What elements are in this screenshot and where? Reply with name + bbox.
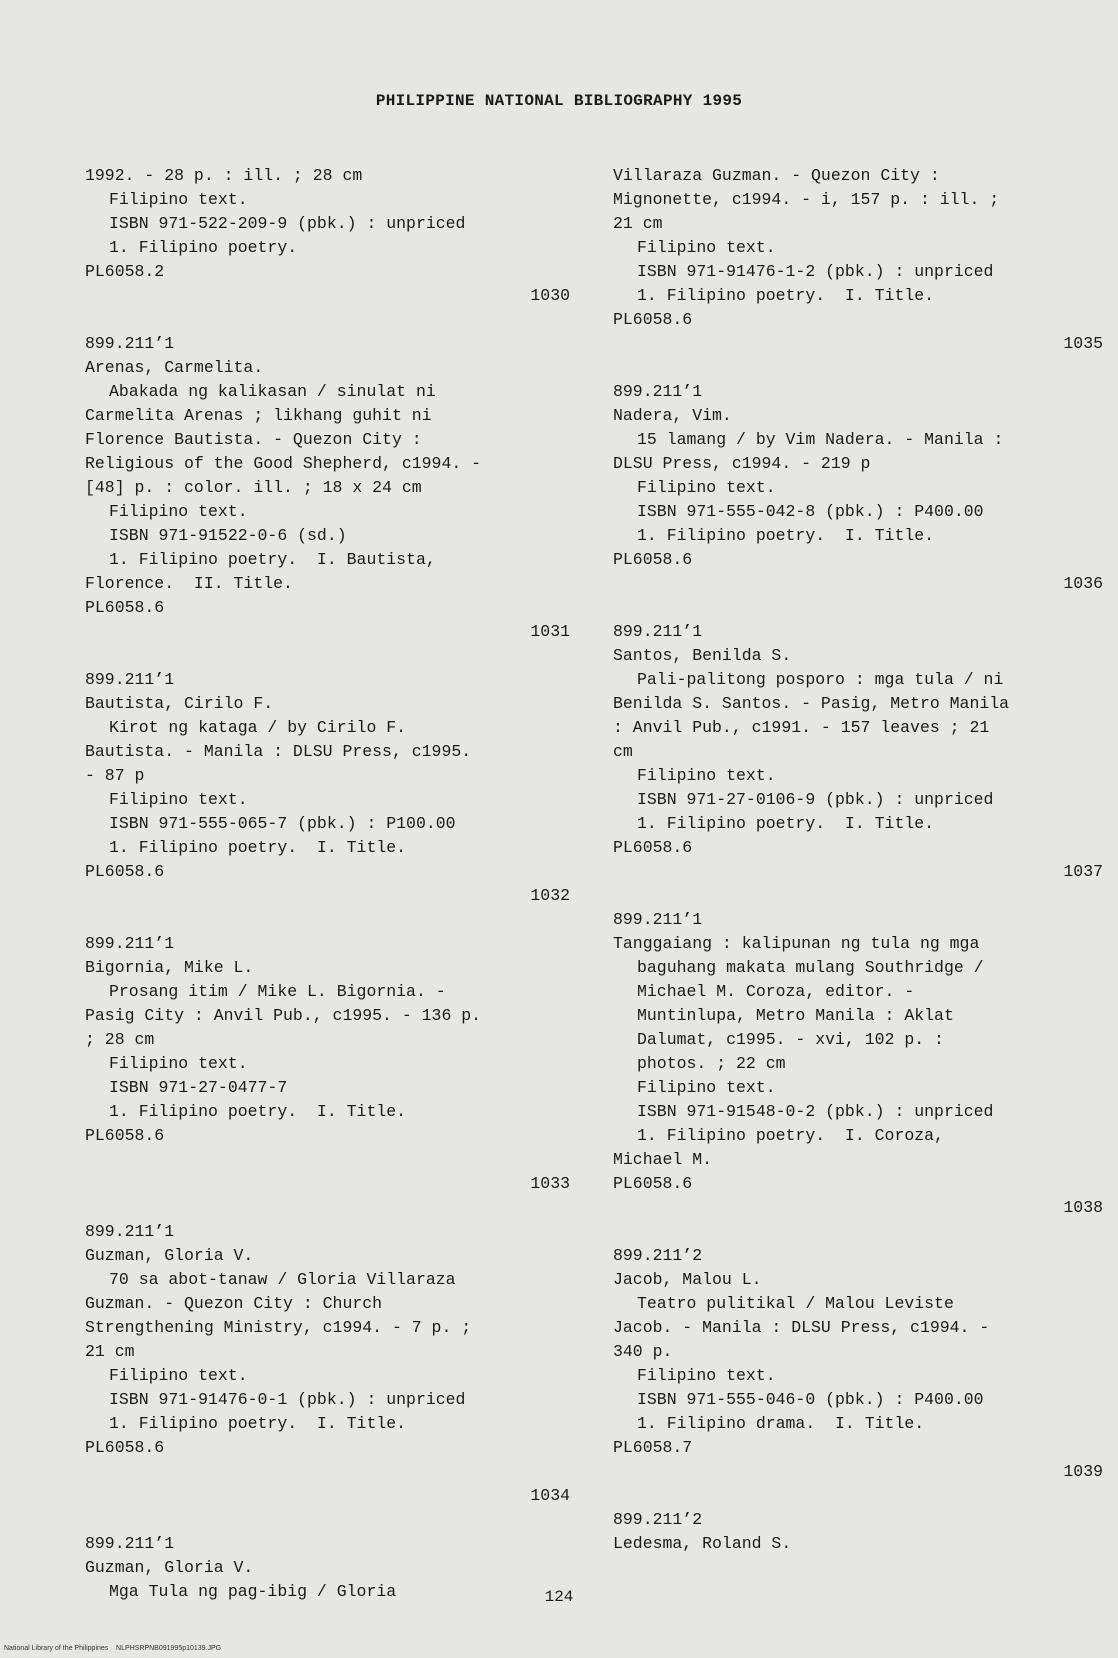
bibliography-line: Pasig City : Anvil Pub., c1995. - 136 p. <box>85 1006 482 1025</box>
bibliography-line: Filipino text. <box>637 766 776 785</box>
bibliography-line: 899.211’1 <box>613 622 703 641</box>
bibliography-line: 1. Filipino poetry. I. Title. <box>109 838 407 857</box>
bibliography-line: ISBN 971-555-046-0 (pbk.) : P400.00 <box>637 1390 984 1409</box>
bibliography-line: Strengthening Ministry, c1994. - 7 p. ; <box>85 1318 472 1337</box>
bibliography-line: 899.211’1 <box>613 382 703 401</box>
bibliography-line: cm <box>613 742 633 761</box>
bibliography-line: 899.211’1 <box>85 334 175 353</box>
bibliography-line: Jacob, Malou L. <box>613 1270 762 1289</box>
bibliography-line: 1992. - 28 p. : ill. ; 28 cm <box>85 166 363 185</box>
bibliography-line: ISBN 971-27-0106-9 (pbk.) : unpriced <box>637 790 994 809</box>
bibliography-line: 899.211’1 <box>85 670 175 689</box>
spacer <box>85 908 570 932</box>
spacer <box>85 1460 570 1484</box>
bibliography-line: photos. ; 22 cm <box>637 1054 786 1073</box>
spacer <box>85 1148 570 1172</box>
bibliography-line: PL6058.6 <box>613 550 693 569</box>
bibliography-line: : Anvil Pub., c1991. - 157 leaves ; 21 <box>613 718 990 737</box>
bibliography-line: PL6058.6 <box>613 838 693 857</box>
bibliography-line: PL6058.6 <box>85 862 165 881</box>
bibliography-line: 21 cm <box>613 214 663 233</box>
spacer <box>613 596 1103 620</box>
bibliography-line: Bigornia, Mike L. <box>85 958 254 977</box>
spacer <box>85 1508 570 1532</box>
bibliography-line: Florence. II. Title. <box>85 574 293 593</box>
bibliography-line: Filipino text. <box>637 1366 776 1385</box>
bibliography-line: ; 28 cm <box>85 1030 155 1049</box>
bibliography-line: 899.211’1 <box>85 1222 175 1241</box>
bibliography-line: Bautista. - Manila : DLSU Press, c1995. <box>85 742 472 761</box>
bibliography-line: PL6058.7 <box>613 1438 693 1457</box>
bibliography-line: ISBN 971-91548-0-2 (pbk.) : unpriced <box>637 1102 994 1121</box>
bibliography-line: DLSU Press, c1994. - 219 p <box>613 454 871 473</box>
bibliography-line: 1. Filipino poetry. I. Title. <box>109 1414 407 1433</box>
bibliography-line: Michael M. Coroza, editor. - <box>637 982 915 1001</box>
bibliography-line: Florence Bautista. - Quezon City : <box>85 430 422 449</box>
bibliography-line: 21 cm <box>85 1342 135 1361</box>
entry-number: 1035 <box>1063 334 1103 353</box>
bibliography-line: Filipino text. <box>637 1078 776 1097</box>
bibliography-line: Filipino text. <box>637 238 776 257</box>
bibliography-line: ISBN 971-91476-0-1 (pbk.) : unpriced <box>109 1390 466 1409</box>
bibliography-line: Jacob. - Manila : DLSU Press, c1994. - <box>613 1318 990 1337</box>
scan-footer: National Library of the Philippines NLPHSRPNB091995p10139.JPG <box>4 1645 222 1652</box>
bibliography-line: Guzman. - Quezon City : Church <box>85 1294 383 1313</box>
bibliography-line: Muntinlupa, Metro Manila : Aklat <box>637 1006 954 1025</box>
right-column <box>613 164 1103 1556</box>
bibliography-line: 899.211’2 <box>613 1510 703 1529</box>
bibliography-line: Nadera, Vim. <box>613 406 732 425</box>
bibliography-line: ISBN 971-27-0477-7 <box>109 1078 288 1097</box>
entry-number: 1030 <box>530 286 570 305</box>
bibliography-line: Abakada ng kalikasan / sinulat ni <box>109 382 436 401</box>
bibliography-line: Mignonette, c1994. - i, 157 p. : ill. ; <box>613 190 1000 209</box>
bibliography-line: ISBN 971-91522-0-6 (sd.) <box>109 526 347 545</box>
bibliography-line: Religious of the Good Shepherd, c1994. - <box>85 454 482 473</box>
bibliography-line: 899.211’1 <box>613 910 703 929</box>
bibliography-line: 340 p. <box>613 1342 673 1361</box>
entry-number: 1032 <box>530 886 570 905</box>
bibliography-line: Tanggaiang : kalipunan ng tula ng mga <box>613 934 980 953</box>
bibliography-line: Guzman, Gloria V. <box>85 1558 254 1577</box>
spacer <box>613 356 1103 380</box>
bibliography-line: PL6058.2 <box>85 262 165 281</box>
bibliography-line: PL6058.6 <box>613 1174 693 1193</box>
bibliography-line: Filipino text. <box>637 478 776 497</box>
bibliography-line: Guzman, Gloria V. <box>85 1246 254 1265</box>
bibliography-line: Ledesma, Roland S. <box>613 1534 792 1553</box>
bibliography-line: Benilda S. Santos. - Pasig, Metro Manila <box>613 694 1010 713</box>
entry-number: 1036 <box>1063 574 1103 593</box>
bibliography-line: PL6058.6 <box>85 1126 165 1145</box>
bibliography-line: Michael M. <box>613 1150 713 1169</box>
bibliography-line: Dalumat, c1995. - xvi, 102 p. : <box>637 1030 944 1049</box>
bibliography-line: PL6058.6 <box>613 310 693 329</box>
entry-number: 1034 <box>530 1486 570 1505</box>
bibliography-line: Mga Tula ng pag-ibig / Gloria <box>109 1582 397 1601</box>
page-title: PHILIPPINE NATIONAL BIBLIOGRAPHY 1995 <box>375 92 743 110</box>
bibliography-line: baguhang makata mulang Southridge / <box>637 958 984 977</box>
spacer <box>613 884 1103 908</box>
spacer <box>85 1196 570 1220</box>
bibliography-line: ISBN 971-522-209-9 (pbk.) : unpriced <box>109 214 466 233</box>
bibliography-line: Santos, Benilda S. <box>613 646 792 665</box>
bibliography-line: Filipino text. <box>109 1054 248 1073</box>
bibliography-line: PL6058.6 <box>85 1438 165 1457</box>
bibliography-line: Prosang itim / Mike L. Bigornia. - <box>109 982 446 1001</box>
bibliography-line: Carmelita Arenas ; likhang guhit ni <box>85 406 432 425</box>
bibliography-line: 1. Filipino poetry. <box>109 238 298 257</box>
entry-number: 1038 <box>1063 1198 1103 1217</box>
bibliography-line: Filipino text. <box>109 1366 248 1385</box>
bibliography-line: [48] p. : color. ill. ; 18 x 24 cm <box>85 478 422 497</box>
bibliography-line: 1. Filipino poetry. I. Title. <box>109 1102 407 1121</box>
bibliography-line: Pali-palitong posporo : mga tula / ni <box>637 670 1004 689</box>
bibliography-line: Arenas, Carmelita. <box>85 358 264 377</box>
bibliography-line: Filipino text. <box>109 790 248 809</box>
bibliography-line: - 87 p <box>85 766 145 785</box>
spacer <box>613 1484 1103 1508</box>
entry-number: 1033 <box>530 1174 570 1193</box>
bibliography-line: 1. Filipino poetry. I. Title. <box>637 814 935 833</box>
entry-number: 1037 <box>1063 862 1103 881</box>
bibliography-line: Teatro pulitikal / Malou Leviste <box>637 1294 954 1313</box>
bibliography-line: 1. Filipino poetry. I. Bautista, <box>109 550 436 569</box>
spacer <box>85 644 570 668</box>
bibliography-line: 1. Filipino poetry. I. Title. <box>637 286 935 305</box>
bibliography-line: PL6058.6 <box>85 598 165 617</box>
bibliography-line: Filipino text. <box>109 190 248 209</box>
bibliography-line: 70 sa abot-tanaw / Gloria Villaraza <box>109 1270 456 1289</box>
bibliography-line: Kirot ng kataga / by Cirilo F. <box>109 718 407 737</box>
left-column <box>85 164 570 1604</box>
bibliography-line: Filipino text. <box>109 502 248 521</box>
bibliography-line: 1. Filipino poetry. I. Coroza, <box>637 1126 944 1145</box>
bibliography-line: Villaraza Guzman. - Quezon City : <box>613 166 940 185</box>
bibliography-line: ISBN 971-91476-1-2 (pbk.) : unpriced <box>637 262 994 281</box>
spacer <box>85 308 570 332</box>
page-number: 124 <box>544 1588 574 1606</box>
bibliography-line: 899.211’1 <box>85 934 175 953</box>
bibliography-line: 1. Filipino poetry. I. Title. <box>637 526 935 545</box>
entry-number: 1031 <box>530 622 570 641</box>
bibliography-line: 899.211’2 <box>613 1246 703 1265</box>
bibliography-line: 899.211’1 <box>85 1534 175 1553</box>
bibliography-line: ISBN 971-555-065-7 (pbk.) : P100.00 <box>109 814 456 833</box>
entry-number: 1039 <box>1063 1462 1103 1481</box>
bibliography-line: ISBN 971-555-042-8 (pbk.) : P400.00 <box>637 502 984 521</box>
bibliography-line: Bautista, Cirilo F. <box>85 694 274 713</box>
spacer <box>613 1220 1103 1244</box>
bibliography-line: 1. Filipino drama. I. Title. <box>637 1414 925 1433</box>
bibliography-line: 15 lamang / by Vim Nadera. - Manila : <box>637 430 1004 449</box>
